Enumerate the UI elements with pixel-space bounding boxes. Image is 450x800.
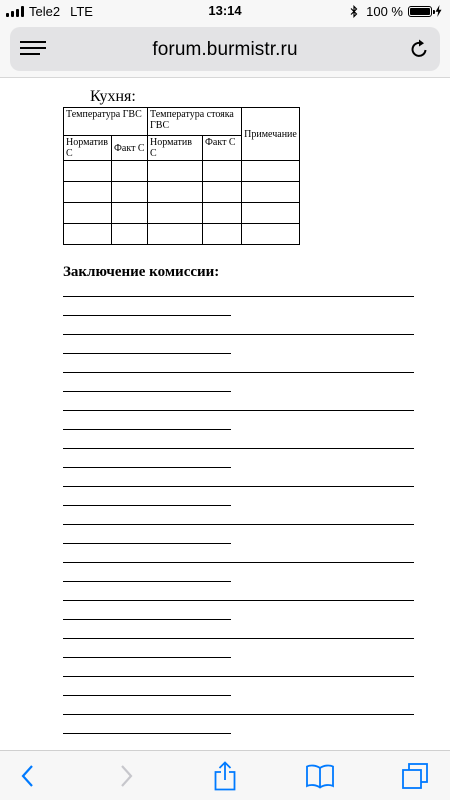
blank-line: [63, 600, 414, 601]
battery-percent: 100 %: [366, 3, 403, 19]
status-bar: [0, 0, 450, 22]
table-header-cell: Примечание: [242, 108, 300, 161]
conclusion-heading: Заключение комиссии:: [63, 264, 220, 280]
blank-line: [63, 505, 231, 506]
forward-chevron-icon: [119, 764, 133, 788]
address-bar[interactable]: [10, 27, 440, 71]
blank-line: [63, 695, 231, 696]
blank-line: [63, 676, 414, 677]
tabs-button[interactable]: [390, 751, 440, 800]
table-header-row: [64, 108, 300, 136]
share-icon: [213, 761, 237, 791]
status-bar-right: [350, 3, 442, 19]
network-type: LTE: [70, 3, 93, 19]
table-row: [64, 182, 300, 203]
tabs-icon: [401, 762, 429, 790]
blank-line: [63, 410, 414, 411]
battery-icon: [408, 6, 432, 17]
bluetooth-icon: [350, 5, 358, 18]
blank-line: [63, 543, 231, 544]
blank-line: [63, 657, 231, 658]
blank-line: [63, 733, 231, 734]
blank-line: [63, 334, 414, 335]
blank-line: [63, 581, 231, 582]
browser-address-area: [0, 22, 450, 78]
blank-line: [63, 638, 414, 639]
share-button[interactable]: [200, 751, 250, 800]
table-header-cell: Факт С: [203, 136, 242, 161]
web-page-content: [0, 78, 450, 750]
blank-line: [63, 315, 231, 316]
blank-line: [63, 372, 414, 373]
blank-line: [63, 429, 231, 430]
reload-icon[interactable]: [408, 38, 430, 60]
blank-line: [63, 524, 414, 525]
back-button[interactable]: [3, 751, 53, 800]
table-header-cell: Температура стояка ГВС: [148, 108, 242, 136]
measurement-table: [63, 107, 300, 245]
blank-line: [63, 296, 414, 297]
back-chevron-icon: [21, 764, 35, 788]
table-header-cell: Норматив С: [64, 136, 112, 161]
url-text[interactable]: forum.burmistr.ru: [152, 39, 298, 60]
charging-bolt-icon: [435, 5, 442, 17]
section-title-kitchen: Кухня:: [90, 88, 136, 105]
carrier-name: Tele2: [29, 3, 61, 19]
blank-line: [63, 467, 231, 468]
blank-line: [63, 448, 414, 449]
bookmarks-book-icon: [305, 763, 335, 789]
blank-line: [63, 486, 414, 487]
bookmarks-button[interactable]: [295, 751, 345, 800]
blank-line: [63, 391, 231, 392]
table-header-cell: Факт С: [112, 136, 148, 161]
blank-line: [63, 562, 414, 563]
blank-line: [63, 714, 414, 715]
status-time: 13:14: [208, 3, 242, 18]
table-row: [64, 224, 300, 245]
forward-button[interactable]: [101, 751, 151, 800]
table-row: [64, 161, 300, 182]
blank-line: [63, 619, 231, 620]
table-header-cell: Норматив С: [148, 136, 203, 161]
table-header-cell: Температура ГВС: [64, 108, 148, 136]
browser-toolbar: [0, 750, 450, 800]
blank-line: [63, 353, 231, 354]
table-row: [64, 203, 300, 224]
